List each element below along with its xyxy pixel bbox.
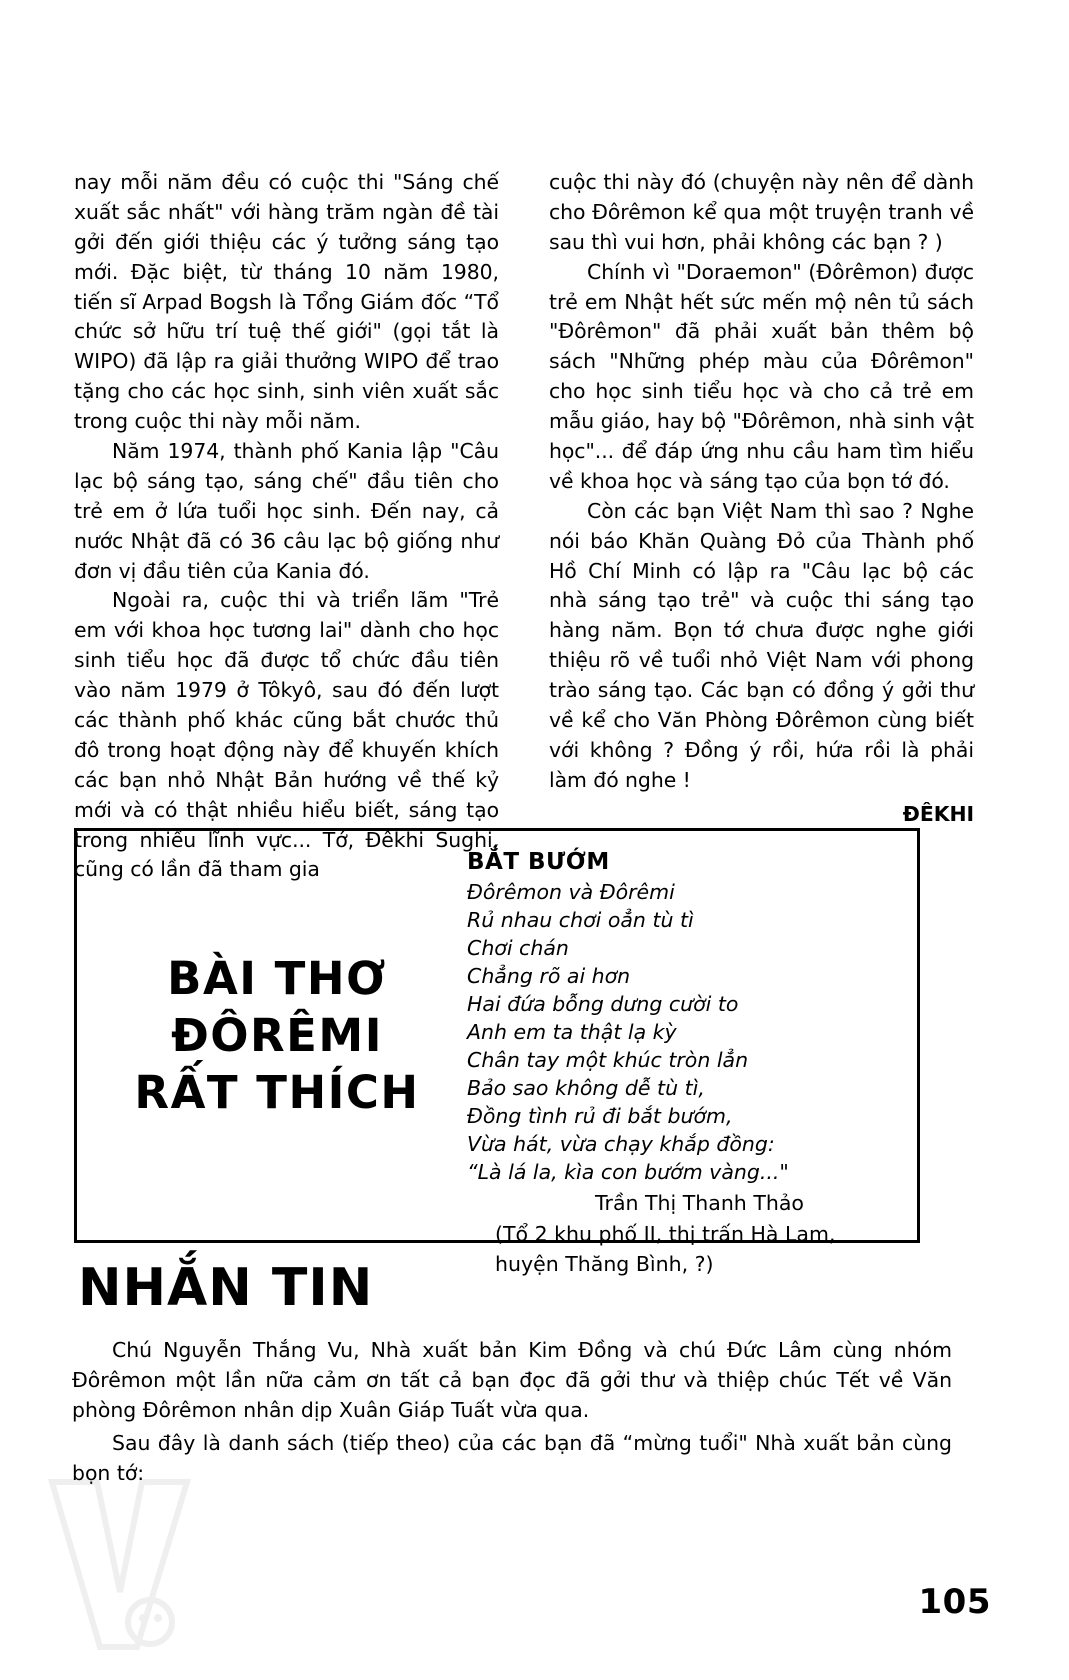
paragraph: Năm 1974, thành phố Kania lập "Câu lạc bộ sáng tạo, sáng chế" đầu tiên cho trẻ em ở lứa tuổi học sinh. Đến nay, cả nước Nhật đã có 36 câu lạc bộ giống như đơn vị đầu tiên của Kania đó.	[74, 439, 499, 583]
poem-author: Trần Thị Thanh Thảo	[595, 1190, 804, 1215]
paragraph: Chính vì "Doraemon" (Đôrêmon) được trẻ em Nhật hết sức mến mộ nên tủ sách "Đôrêmon" đã phải xuất bản thêm bộ sách "Những phép màu của Đôrêmon" cho học sinh tiểu học và cho cả trẻ em mẫu giáo, hay bộ "Đôrêmon, nhà sinh vật học"... để đáp ứng nhu cầu ham tìm hiểu về khoa học và sáng tạo của bọn tớ đó.	[549, 259, 974, 493]
article-right-column	[549, 168, 974, 885]
paragraph: cuộc thi này đó (chuyện này nên để dành cho Đôrêmon kể qua một truyện tranh về sau thì vui hơn, phải không các bạn ? )	[549, 170, 974, 254]
poem-line: “Là lá la, kìa con bướm vàng..."	[467, 1159, 789, 1184]
poem-line: Vừa hát, vừa chạy khắp đồng:	[467, 1131, 775, 1156]
poem-line: Rủ nhau chơi oẳn tù tì	[467, 907, 694, 932]
poem-line: Đồng tình rủ đi bắt bướm,	[467, 1103, 733, 1128]
poem-body	[467, 831, 917, 1277]
poem-line: Bảo sao không dễ tù tì,	[467, 1075, 705, 1100]
poem-line: Hai đứa bỗng dưng cười to	[467, 991, 739, 1016]
poem-heading: BẮT BƯỚM	[467, 849, 610, 875]
watermark-logo	[42, 1472, 202, 1652]
paragraph: Chú Nguyễn Thắng Vu, Nhà xuất bản Kim Đồng và chú Đức Lâm cùng nhóm Đôrêmon một lần nữa cảm ơn tất cả bạn đọc đã gởi thư và thiệp chúc Tết về Văn phòng Đôrêmon nhân dịp Xuân Giáp Tuất vừa qua.	[72, 1338, 952, 1422]
paragraph: nay mỗi năm đều có cuộc thi "Sáng chế xuất sắc nhất" với hàng trăm ngàn đề tài gởi đến giới thiệu các ý tưởng sáng tạo mới. Đặc biệt, từ tháng 10 năm 1980, tiến sĩ Arpad Bogsh là Tổng Giám đốc “Tổ chức sở hữu trí tuệ thế giới" (gọi tắt là WIPO) đã lập ra giải thưởng WIPO để trao tặng cho các học sinh, sinh viên xuất sắc trong cuộc thi này mỗi năm.	[74, 170, 499, 434]
paragraph: Ngoài ra, cuộc thi và triển lãm "Trẻ em với khoa học tương lai" dành cho học sinh tiểu học đã được tổ chức đầu tiên vào năm 1979 ở Tôkyô, sau đó đến lượt các thành phố khác cũng bắt chước thủ đô trong hoạt động này để khuyến khích các bạn nhỏ Nhật Bản hướng về thế kỷ mới và có thật nhiều hiểu biết, sáng tạo trong nhiều lĩnh vực... Tớ, Đêkhi Sughi, cũng có lần đã tham gia	[74, 588, 499, 882]
paragraph: Sau đây là danh sách (tiếp theo) của các bạn đã “mừng tuổi" Nhà xuất bản cùng bọn tớ:	[72, 1430, 952, 1485]
poem-address-line: (Tổ 2 khu phố II, thị trấn Hà Lam,	[495, 1221, 836, 1246]
article-signature: ĐÊKHI	[902, 801, 974, 826]
poem-address-line: huyện Thăng Bình, ?)	[495, 1252, 714, 1277]
poem-line: Đôrêmon và Đôrêmi	[467, 880, 675, 904]
poem-line: Chẳng rõ ai hơn	[467, 963, 631, 988]
poem-line: Anh em ta thật lạ kỳ	[467, 1019, 677, 1044]
section-heading-nhan-tin: NHẮN TIN	[78, 1258, 374, 1318]
poem-box	[74, 828, 920, 1277]
poem-line: Chơi chán	[467, 935, 569, 960]
article-columns	[74, 168, 974, 885]
poem-title-line: BÀI THƠ	[167, 951, 387, 1005]
poem-title-line: ĐÔRÊMI	[171, 1008, 383, 1062]
page-number: 105	[918, 1582, 991, 1622]
poem-line: Chân tay một khúc tròn lẳn	[467, 1047, 749, 1072]
nhan-tin-body	[72, 1336, 952, 1489]
article-left-column	[74, 168, 499, 885]
poem-title	[77, 831, 467, 1240]
paragraph: Còn các bạn Việt Nam thì sao ? Nghe nói báo Khăn Quàng Đỏ của Thành phố Hồ Chí Minh có lập ra "Câu lạc bộ các nhà sáng tạo trẻ" và cuộc thi sáng tạo hàng năm. Bọn tớ chưa được nghe giới thiệu rõ về tuổi nhỏ Việt Nam với phong trào sáng tạo. Các bạn có đồng ý gởi thư về kể cho Văn Phòng Đôrêmon cùng biết với không ? Đồng ý rồi, hứa rồi là phải làm đó nghe !	[549, 498, 974, 792]
poem-title-line: RẤT THÍCH	[134, 1066, 420, 1120]
